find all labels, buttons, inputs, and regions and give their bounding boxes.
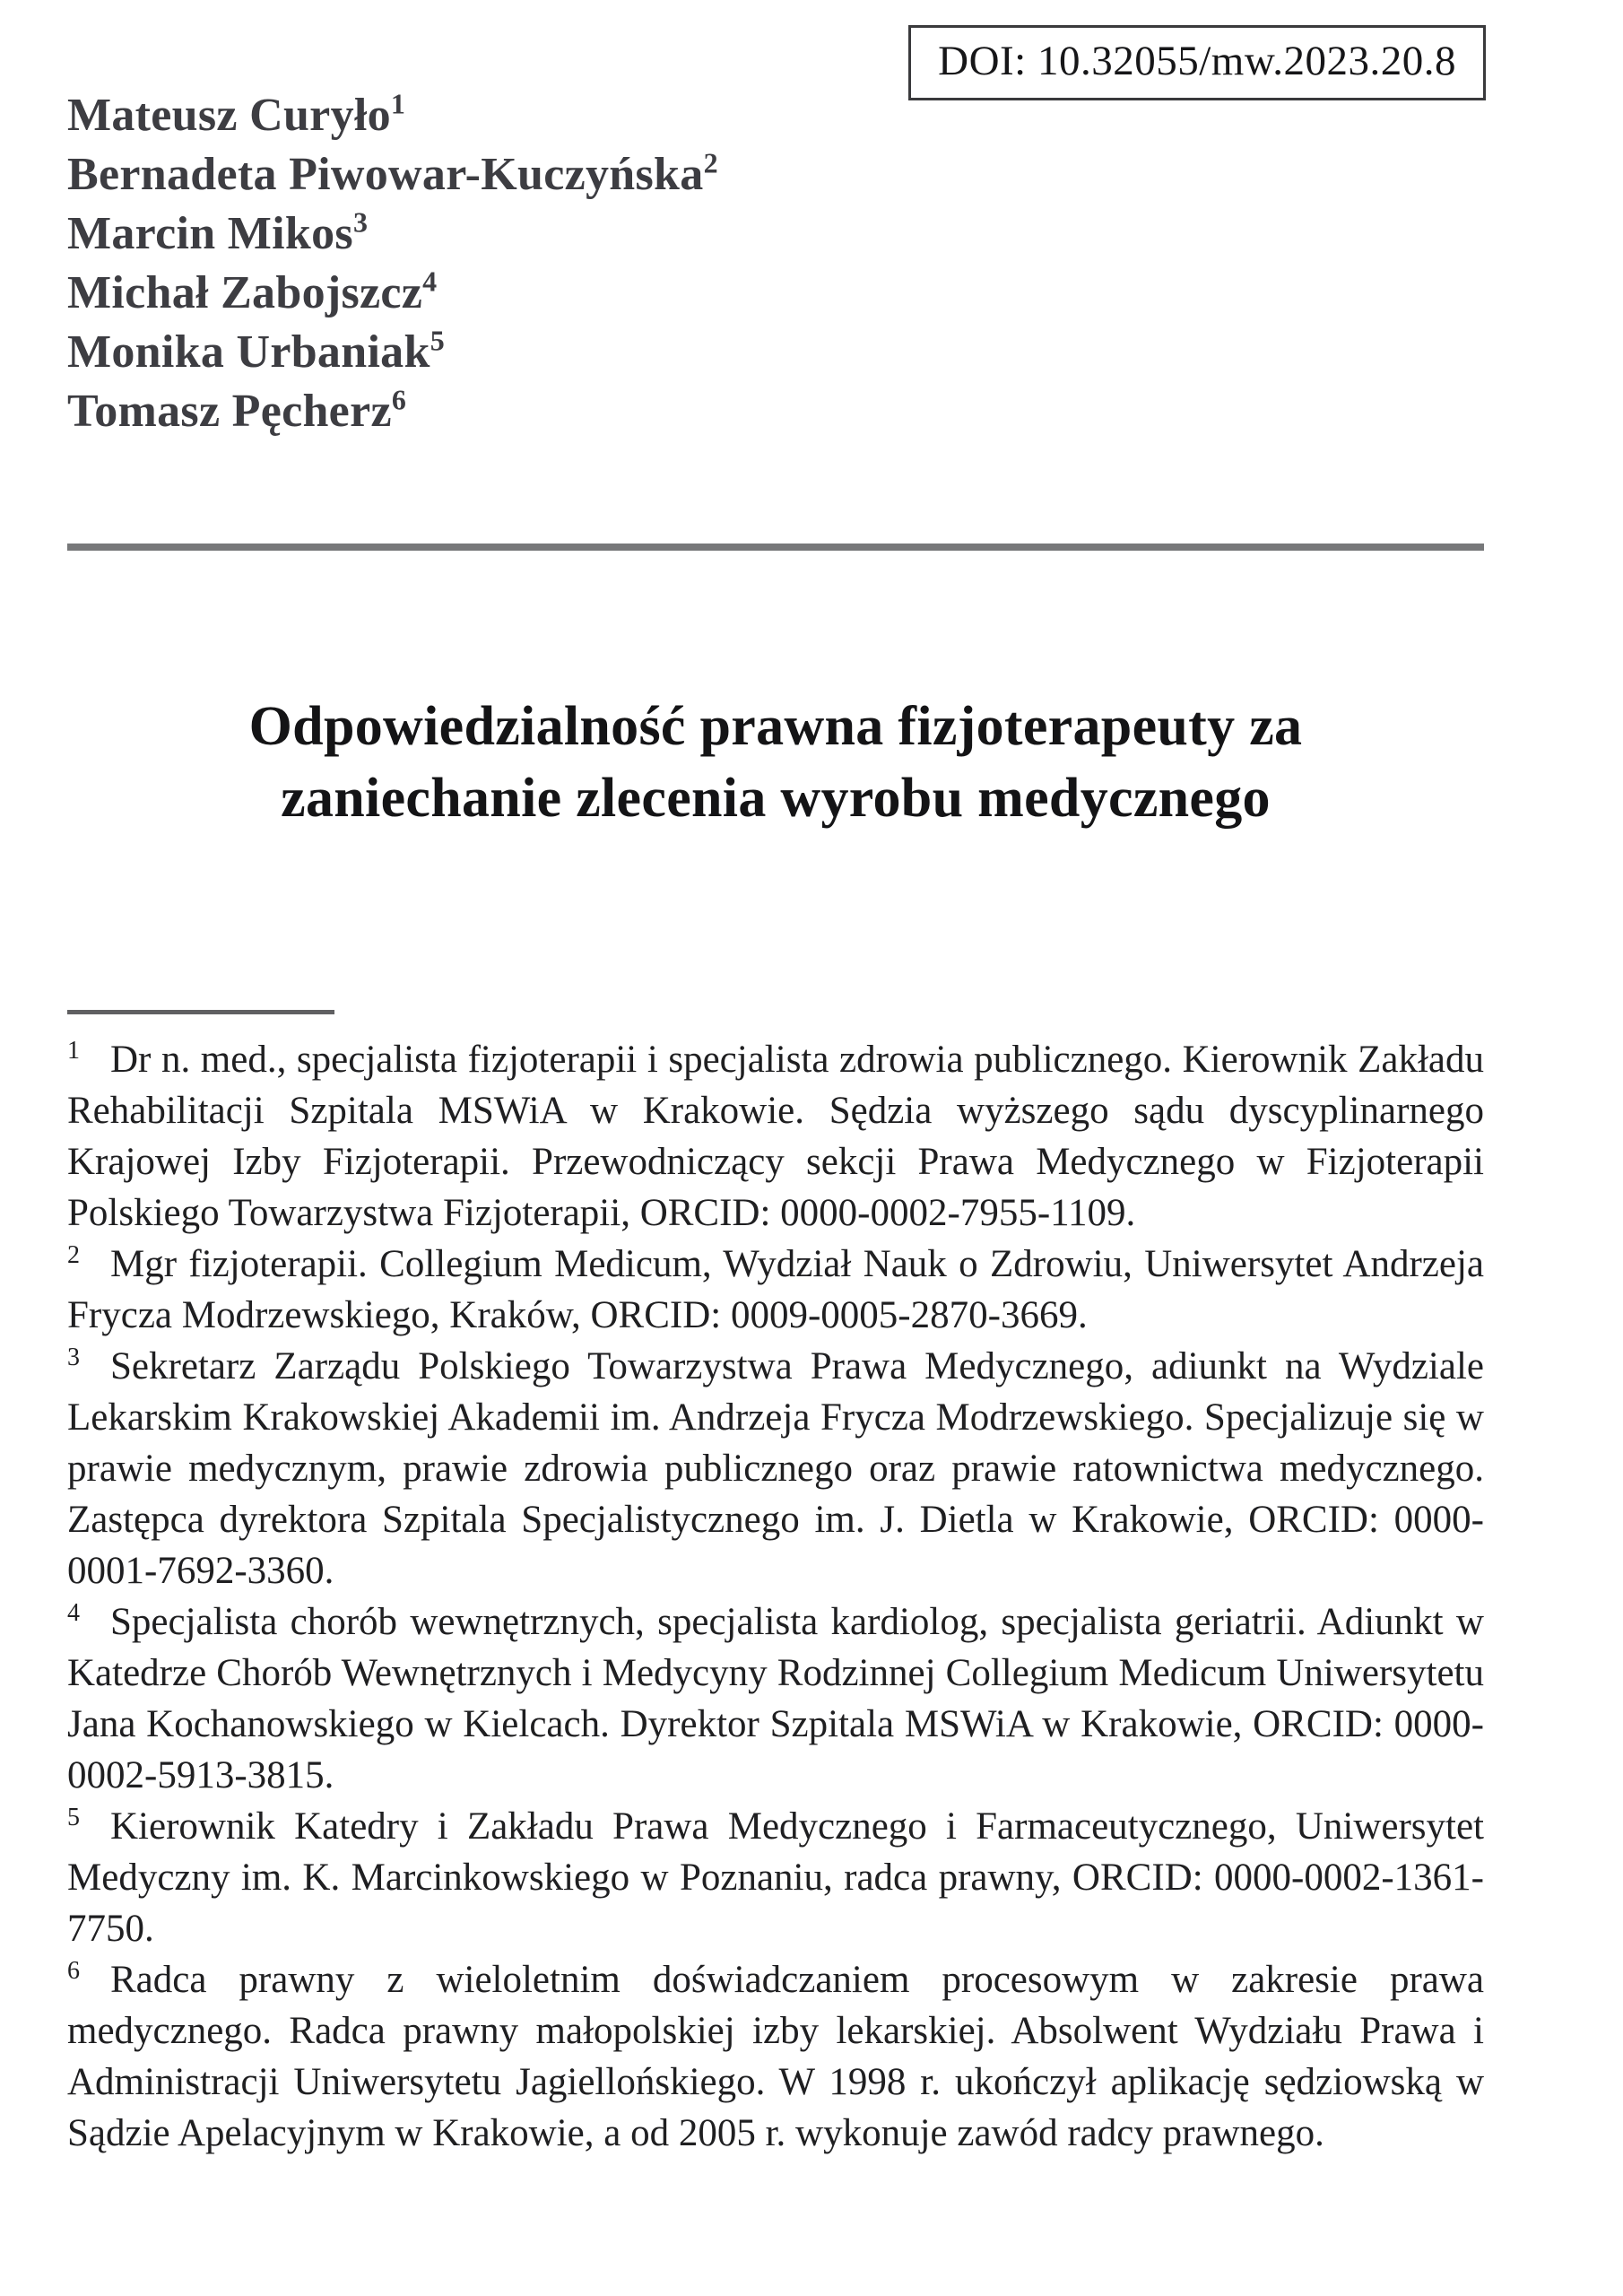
author-footnote-ref: 4 bbox=[422, 265, 438, 298]
author-footnote-ref: 1 bbox=[390, 87, 406, 120]
author-line bbox=[67, 264, 718, 323]
author-line bbox=[67, 145, 718, 204]
doi-box bbox=[908, 25, 1486, 100]
author-footnote-ref: 5 bbox=[430, 324, 446, 357]
authors-divider-rule bbox=[67, 544, 1484, 551]
footnote-text: Kierownik Katedry i Zakładu Prawa Medycznego i Farmaceutycznego, Uniwersytet Medyczny im. K. Marcinkowskiego w Poznaniu, radca prawny, ORCID: 0000-0002-1361-7750. bbox=[67, 1805, 1484, 1950]
footnote-ref-marker: 4 bbox=[67, 1598, 80, 1627]
author-list bbox=[67, 86, 718, 441]
footnote-2 bbox=[67, 1239, 1484, 1341]
page-title bbox=[67, 691, 1484, 834]
footnote-ref-marker: 2 bbox=[67, 1240, 80, 1269]
footnote-section bbox=[67, 1010, 1484, 2159]
footnote-divider-rule bbox=[67, 1010, 334, 1014]
doi-label: DOI: 10.32055/mw.2023.20.8 bbox=[938, 38, 1456, 84]
page-title-line-2: zaniechanie zlecenia wyrobu medycznego bbox=[281, 768, 1271, 829]
author-footnote-ref: 2 bbox=[703, 146, 718, 179]
footnote-text: Specjalista chorób wewnętrznych, specjalista kardiolog, specjalista geriatrii. Adiunkt w Katedrze Chorób Wewnętrznych i Medycyny Rodzinnej Collegium Medicum Uniwersytetu Jana Kochanowskiego w Kielcach. Dyrektor Szpitala MSWiA w Krakowie, ORCID: 0000-0002-5913-3815. bbox=[67, 1601, 1484, 1796]
footnote-text: Sekretarz Zarządu Polskiego Towarzystwa Prawa Medycznego, adiunkt na Wydziale Lekarskim Krakowskiej Akademii im. Andrzeja Frycza Modrzewskiego. Specjalizuje się w prawie medycznym, prawie zdrowia publicznego oraz prawie ratownictwa medycznego. Zastępca dyrektora Szpitala Specjalistycznego im. J. Dietla w Krakowie, ORCID: 0000-0001-7692-3360. bbox=[67, 1345, 1484, 1592]
footnote-6 bbox=[67, 1954, 1484, 2159]
footnote-text: Mgr fizjoterapii. Collegium Medicum, Wydział Nauk o Zdrowiu, Uniwersytet Andrzeja Frycza Modrzewskiego, Kraków, ORCID: 0009-0005-2870-3669. bbox=[67, 1243, 1484, 1336]
author-name: Michał Zabojszcz bbox=[67, 267, 423, 318]
author-footnote-ref: 3 bbox=[352, 205, 369, 239]
footnote-ref-marker: 1 bbox=[67, 1036, 80, 1065]
author-name: Marcin Mikos bbox=[67, 208, 353, 259]
author-line bbox=[67, 382, 718, 441]
footnote-ref-marker: 6 bbox=[67, 1956, 80, 1985]
footnote-text: Dr n. med., specjalista fizjoterapii i specjalista zdrowia publicznego. Kierownik Zakładu Rehabilitacji Szpitala MSWiA w Krakowie. Sędzia wyższego sądu dyscyplinarnego Krajowej Izby Fizjoterapii. Przewodniczący sekcji Prawa Medycznego w Fizjoterapii Polskiego Towarzystwa Fizjoterapii, ORCID: 0000-0002-7955-1109. bbox=[67, 1039, 1484, 1234]
footnote-ref-marker: 3 bbox=[67, 1343, 80, 1371]
footnote-ref-marker: 5 bbox=[67, 1803, 80, 1831]
author-line bbox=[67, 86, 718, 145]
author-name: Monika Urbaniak bbox=[67, 326, 430, 378]
author-line bbox=[67, 204, 718, 264]
footnote-4 bbox=[67, 1596, 1484, 1801]
author-line bbox=[67, 323, 718, 382]
author-name: Mateusz Curyło bbox=[67, 90, 391, 141]
author-name: Bernadeta Piwowar-Kuczyńska bbox=[67, 149, 704, 200]
footnote-1 bbox=[67, 1034, 1484, 1239]
footnote-3 bbox=[67, 1341, 1484, 1596]
footnote-5 bbox=[67, 1801, 1484, 1954]
author-footnote-ref: 6 bbox=[391, 383, 407, 416]
page-title-line-1: Odpowiedzialność prawna fizjoterapeuty za bbox=[248, 696, 1303, 757]
footnote-text: Radca prawny z wieloletnim doświadczaniem procesowym w zakresie prawa medycznego. Radca prawny małopolskiej izby lekarskiej. Absolwent Wydziału Prawa i Administracji Uniwersytetu Jagiellońskiego. W 1998 r. ukończył aplikację sędziowską w Sądzie Apelacyjnym w Krakowie, a od 2005 r. wykonuje zawód radcy prawnego. bbox=[67, 1959, 1484, 2154]
author-name: Tomasz Pęcherz bbox=[67, 386, 392, 437]
